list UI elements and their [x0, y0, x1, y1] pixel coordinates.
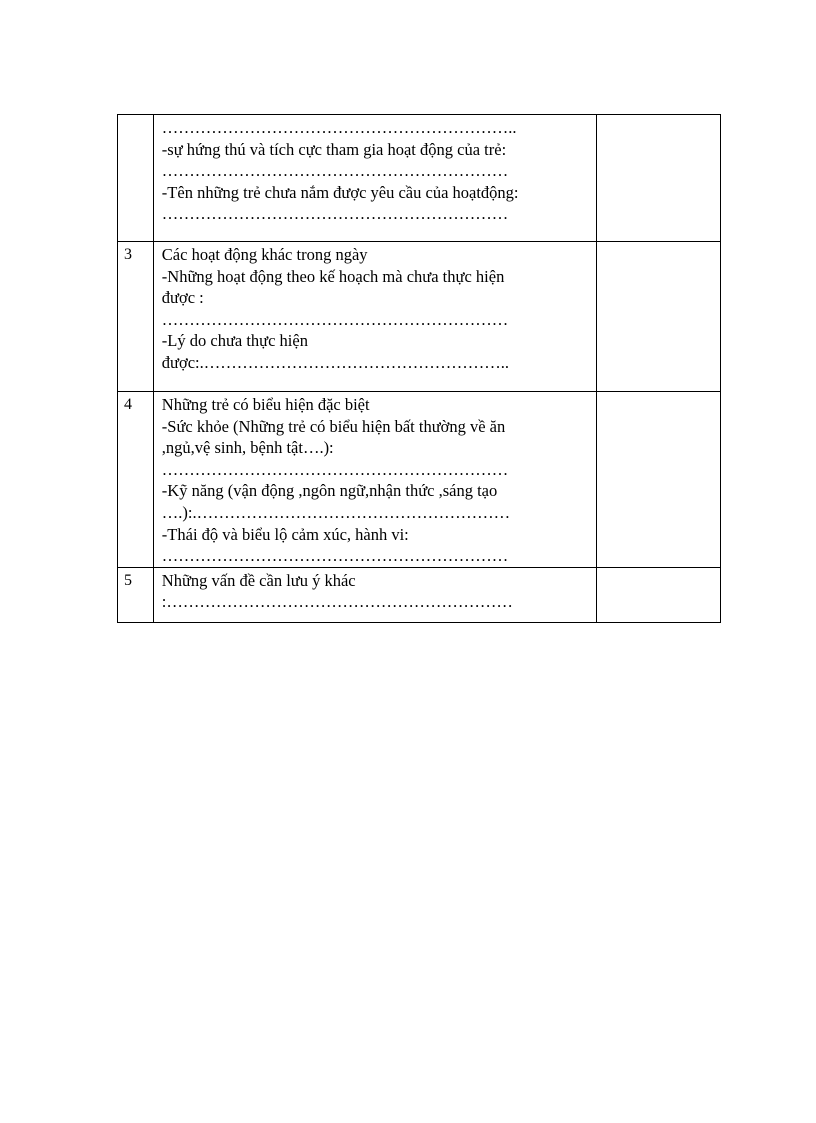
table-row — [118, 115, 721, 242]
text-line: -Lý do chưa thực hiện — [161, 331, 308, 351]
notes-cell — [597, 567, 721, 622]
text-line: Các hoạt động khác trong ngày — [161, 245, 368, 264]
text-line: ,ngủ,vệ sinh, bệnh tật….): — [161, 438, 334, 458]
text-line: ……………………………………………………… — [161, 204, 509, 224]
text-line: -Sức khỏe (Những trẻ có biểu hiện bất thường về ăn — [161, 416, 506, 436]
notes-cell — [597, 392, 721, 568]
text-line: Những vấn đề cần lưu ý khác — [161, 570, 356, 590]
table-row — [118, 242, 721, 392]
text-line: -Thái độ và biểu lộ cảm xúc, hành vi: — [161, 524, 409, 544]
notes-cell — [597, 115, 721, 242]
text-line: ….):.………………………………………………… — [161, 502, 511, 522]
row-number: 5 — [118, 567, 154, 622]
text-line: :……………………………………………………… — [161, 592, 513, 612]
text-line: được : — [161, 288, 204, 308]
text-line: -Những hoạt động theo kế hoạch mà chưa thực hiện — [161, 266, 505, 286]
row-content — [153, 567, 596, 622]
table-row — [118, 567, 721, 622]
text-line: -Kỹ năng (vận động ,ngôn ngữ,nhận thức ,sáng tạo — [161, 481, 498, 501]
text-line: -Tên những trẻ chưa nắm được yêu cầu của hoạtđộng: — [161, 182, 519, 202]
text-line: -sự hứng thú và tích cực tham gia hoạt động của trẻ: — [161, 139, 507, 159]
table-row — [118, 392, 721, 568]
row-content — [153, 115, 596, 242]
notes-cell — [597, 242, 721, 392]
row-number: 4 — [118, 392, 154, 568]
row-content — [153, 242, 596, 392]
text-line: được:.……………………………………………….. — [161, 352, 509, 372]
row-number: 3 — [118, 242, 154, 392]
row-number — [118, 115, 154, 242]
text-line: ……………………………………………………… — [161, 546, 509, 566]
text-line: ……………………………………………………….. — [161, 118, 517, 137]
text-line: Những trẻ có biểu hiện đặc biệt — [161, 395, 370, 414]
text-line: ……………………………………………………… — [161, 459, 509, 479]
text-line: ……………………………………………………… — [161, 309, 509, 329]
report-table — [117, 114, 721, 623]
row-content — [153, 392, 596, 568]
text-line: ……………………………………………………… — [161, 161, 509, 181]
